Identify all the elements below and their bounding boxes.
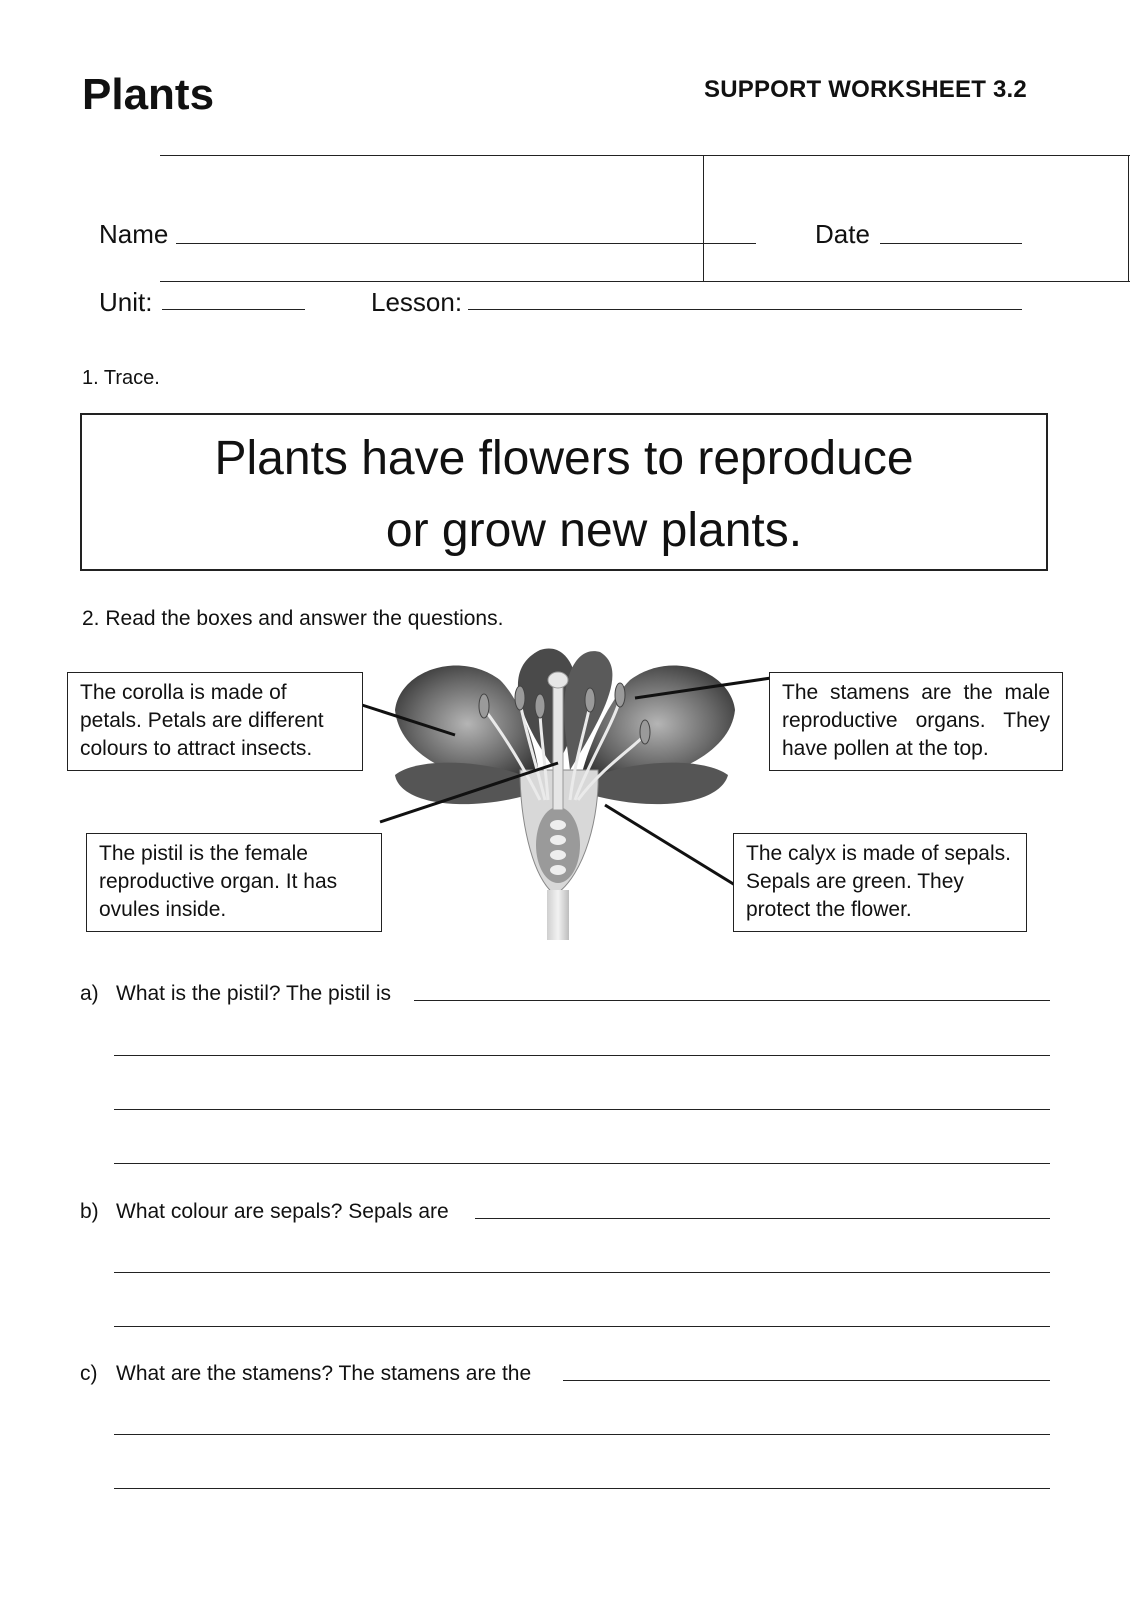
question-c (80, 1362, 531, 1386)
trace-line-2: or grow new plants. (385, 504, 803, 557)
ovule (550, 835, 566, 845)
question-a (80, 982, 391, 1006)
question-a-text: What is the pistil? The pistil is (116, 982, 392, 1005)
header-frame-divider (703, 155, 704, 281)
header-frame-right (1128, 155, 1129, 281)
date-label: Date (815, 219, 870, 249)
header-frame-top (160, 155, 1130, 156)
worksheet-label: SUPPORT WORKSHEET 3.2 (704, 76, 1027, 103)
name-label: Name (99, 219, 169, 249)
section2-instruction: 2. Read the boxes and answer the questions. (82, 607, 504, 630)
question-c-text: What are the stamens? The stamens are the (116, 1362, 532, 1385)
question-b (80, 1200, 449, 1224)
answer-b-line-1[interactable] (475, 1218, 1050, 1219)
unit-label: Unit: (99, 287, 153, 317)
lesson-label: Lesson: (371, 287, 463, 317)
ovule (550, 820, 566, 830)
answer-c-line-3[interactable] (114, 1488, 1050, 1489)
question-b-text: What colour are sepals? Sepals are (116, 1200, 449, 1223)
question-c-letter: c) (80, 1362, 98, 1385)
stamens-callout: The stamens are the male reproductive organs. They have pollen at the top. (769, 672, 1063, 771)
pistil-callout: The pistil is the female reproductive organ. It has ovules inside. (86, 833, 382, 932)
answer-a-line-2[interactable] (114, 1055, 1050, 1056)
trace-line-1: Plants have flowers to reproduce (214, 432, 914, 485)
stem (547, 890, 569, 940)
answer-a-line-4[interactable] (114, 1163, 1050, 1164)
question-a-letter: a) (80, 982, 99, 1005)
answer-b-line-2[interactable] (114, 1272, 1050, 1273)
header-frame-bottom (160, 281, 1130, 282)
corolla-callout: The corolla is made of petals. Petals are different colours to attract insects. (67, 672, 363, 771)
answer-b-line-3[interactable] (114, 1326, 1050, 1327)
ovule (550, 850, 566, 860)
answer-a-line-1[interactable] (414, 1000, 1050, 1001)
name-field-line[interactable] (176, 243, 756, 244)
calyx-pointer (605, 805, 735, 885)
unit-field-line[interactable] (162, 309, 305, 310)
answer-c-line-1[interactable] (563, 1380, 1050, 1381)
answer-c-line-2[interactable] (114, 1434, 1050, 1435)
date-field-line[interactable] (880, 243, 1022, 244)
pistil-stigma (548, 672, 568, 688)
pistil-style (553, 680, 563, 810)
answer-a-line-3[interactable] (114, 1109, 1050, 1110)
page-title: Plants (82, 70, 215, 119)
section1-instruction: 1. Trace. (82, 367, 160, 389)
ovule (550, 865, 566, 875)
question-b-letter: b) (80, 1200, 99, 1223)
lesson-field-line[interactable] (468, 309, 1022, 310)
trace-box (80, 413, 1048, 571)
calyx-callout: The calyx is made of sepals. Sepals are green. They protect the flower. (733, 833, 1027, 932)
